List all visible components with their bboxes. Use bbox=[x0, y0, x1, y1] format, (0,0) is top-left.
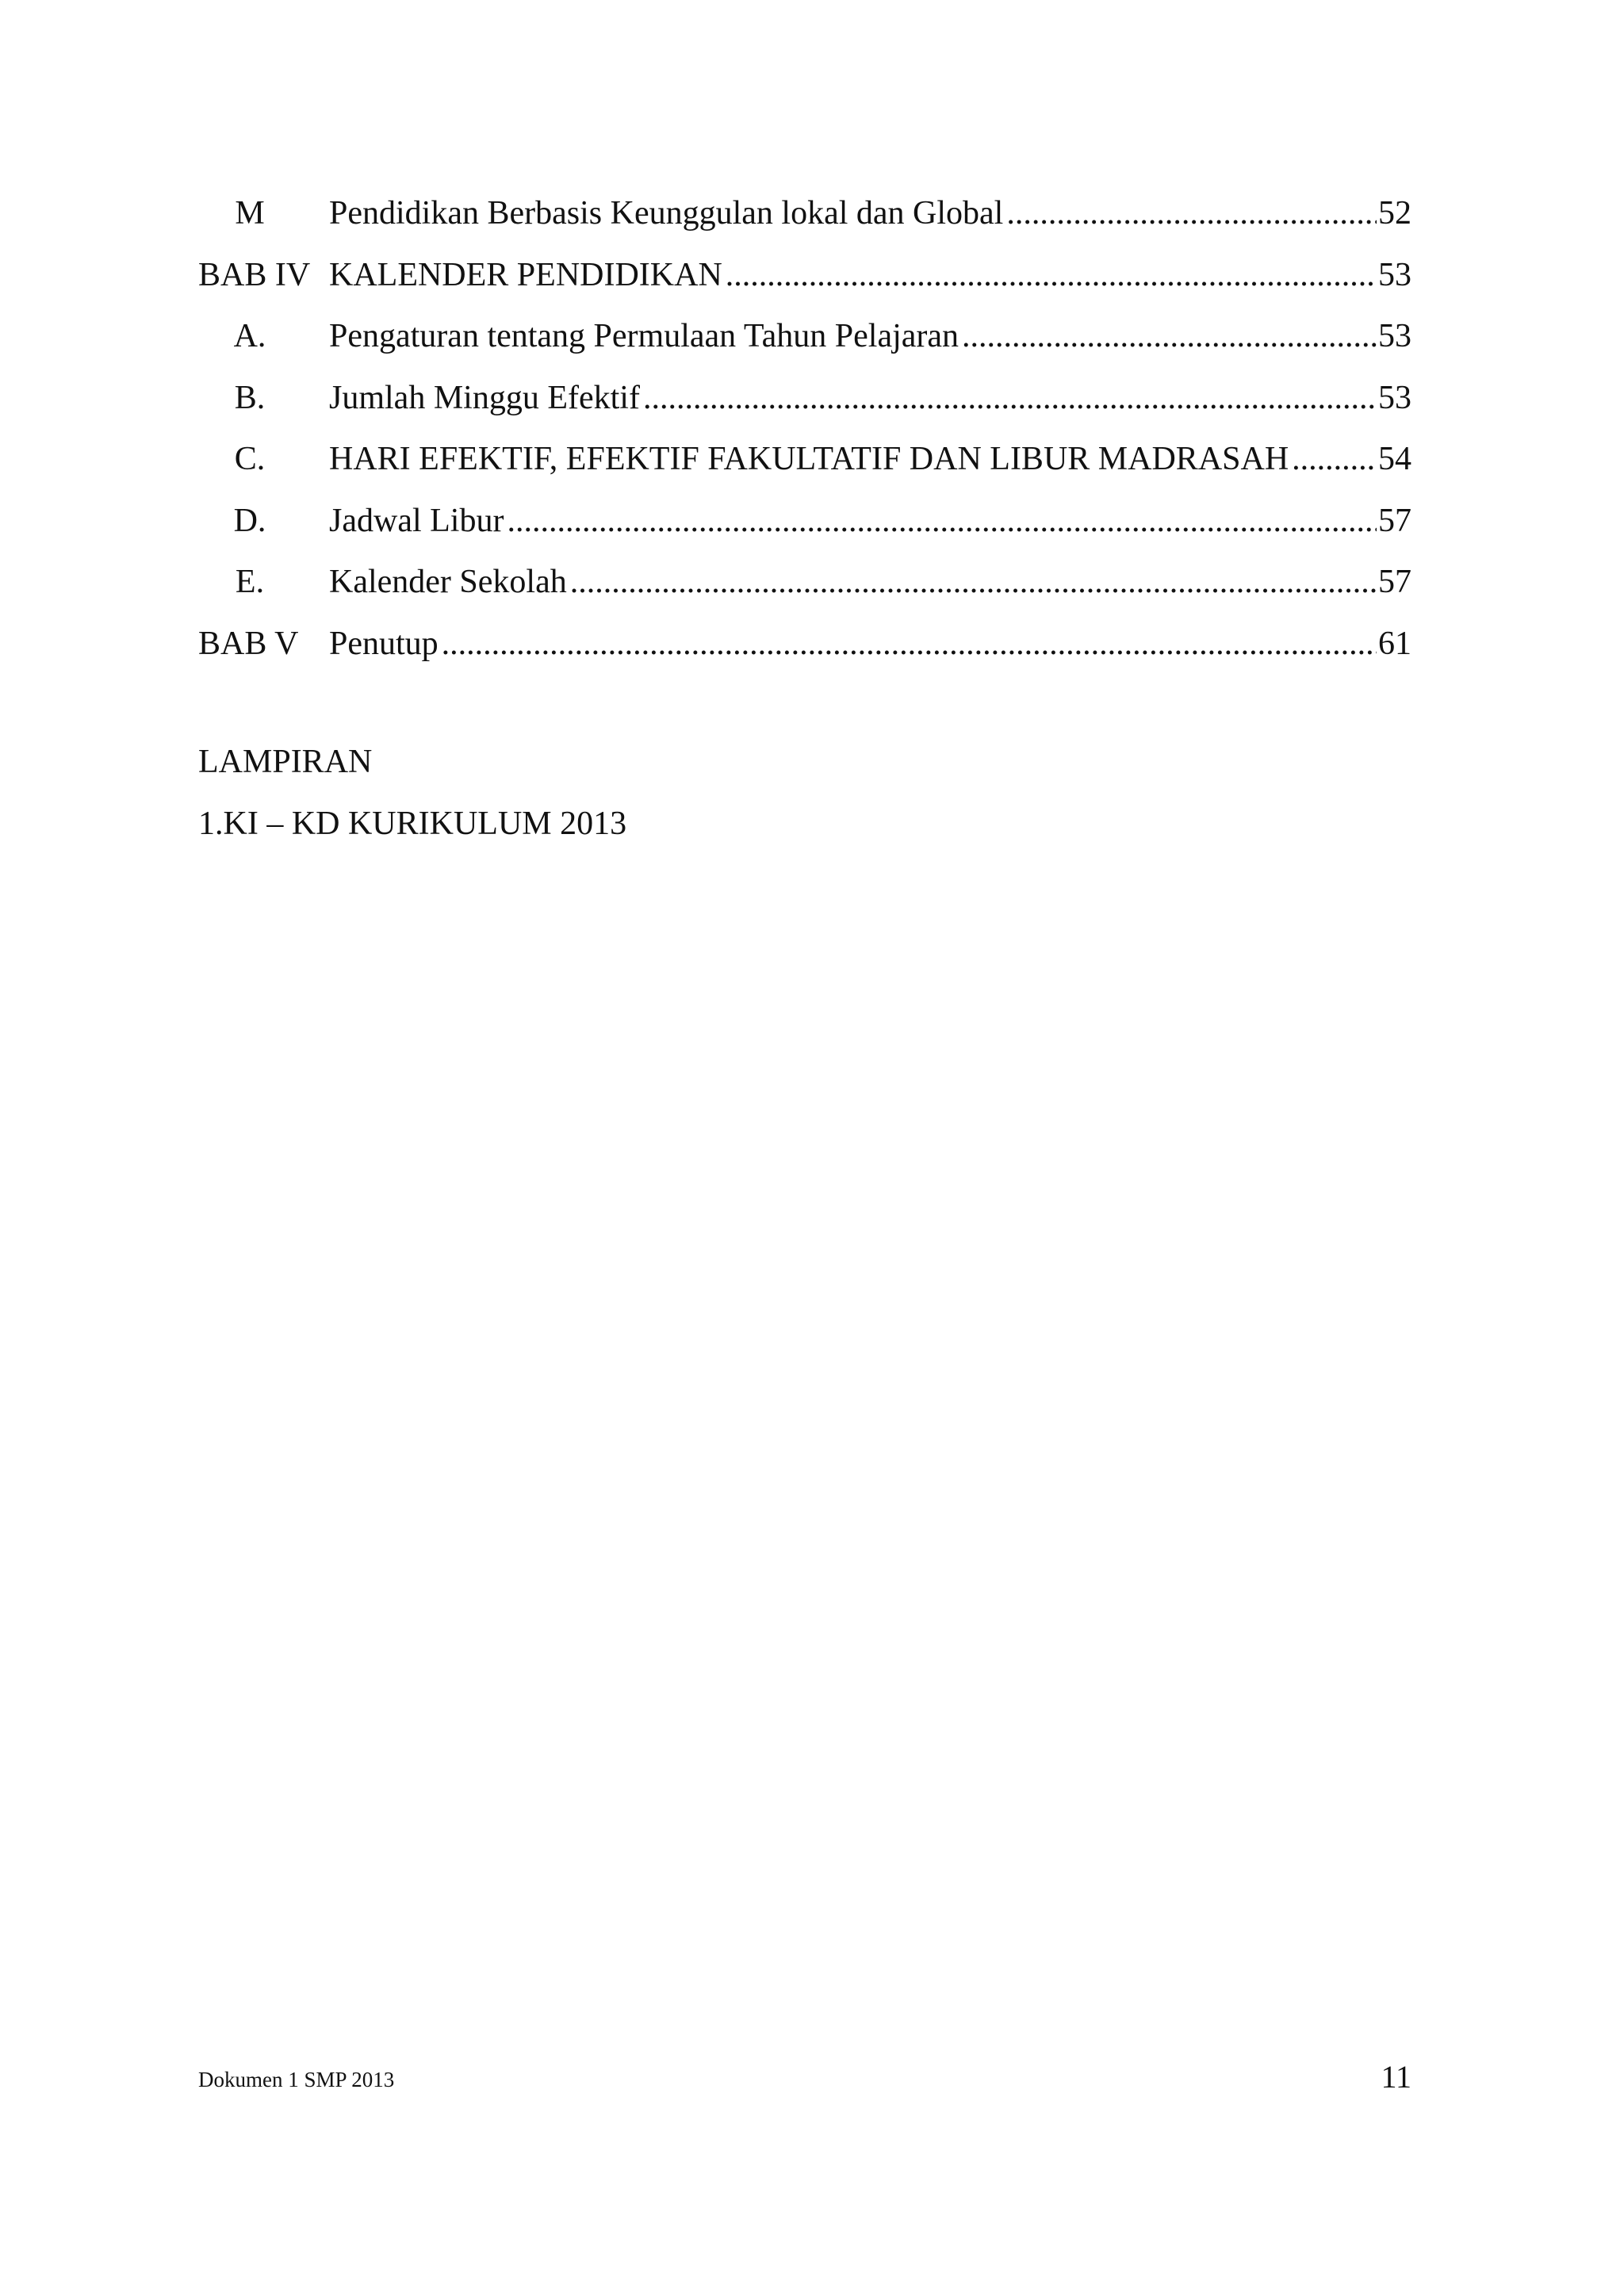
appendix-item: 1.KI – KD KURIKULUM 2013 bbox=[198, 806, 627, 842]
toc-entry[interactable] bbox=[198, 320, 1411, 381]
toc-entry[interactable] bbox=[198, 565, 1411, 627]
dot-leader bbox=[726, 258, 1377, 292]
toc-entry-label: C. bbox=[234, 441, 266, 477]
dot-leader bbox=[962, 320, 1377, 353]
toc-entry-title: KALENDER PENDIDIKAN bbox=[329, 256, 722, 293]
toc-entry-title: Penutup bbox=[329, 625, 439, 662]
toc-entry[interactable] bbox=[198, 381, 1411, 443]
toc-entry-label: BAB V bbox=[198, 625, 299, 662]
toc-entry-page: 61 bbox=[1378, 625, 1411, 662]
toc-entry-page: 53 bbox=[1378, 379, 1411, 416]
toc-entry-page: 57 bbox=[1378, 502, 1411, 539]
toc-entry-title: Jadwal Libur bbox=[329, 502, 504, 539]
dot-leader bbox=[507, 504, 1377, 538]
toc-entry-page: 54 bbox=[1378, 441, 1411, 477]
toc-entry-page: 52 bbox=[1378, 195, 1411, 232]
toc-entry-label: M bbox=[235, 195, 265, 232]
toc-entry-label: E. bbox=[235, 564, 265, 600]
dot-leader bbox=[643, 381, 1377, 415]
toc-entry-label: D. bbox=[233, 502, 266, 539]
dot-leader bbox=[1292, 442, 1377, 476]
toc-entry-title: HARI EFEKTIF, EFEKTIF FAKULTATIF DAN LIBUR MADRASAH bbox=[329, 441, 1289, 477]
toc-entry[interactable] bbox=[198, 627, 1411, 689]
table-of-contents bbox=[198, 197, 1411, 688]
toc-entry[interactable] bbox=[198, 442, 1411, 504]
dot-leader bbox=[570, 565, 1377, 599]
footer-document-name: Dokumen 1 SMP 2013 bbox=[198, 2068, 395, 2091]
toc-entry-title: Pendidikan Berbasis Keunggulan lokal dan Global bbox=[329, 195, 1004, 232]
dot-leader bbox=[442, 627, 1377, 660]
toc-entry-title: Kalender Sekolah bbox=[329, 564, 567, 600]
toc-entry-title: Jumlah Minggu Efektif bbox=[329, 379, 640, 416]
toc-entry[interactable] bbox=[198, 504, 1411, 566]
dot-leader bbox=[1006, 197, 1377, 230]
toc-entry[interactable] bbox=[198, 258, 1411, 320]
toc-entry-title: Pengaturan tentang Permulaan Tahun Pelajaran bbox=[329, 318, 959, 354]
toc-entry-label: B. bbox=[234, 379, 266, 416]
toc-entry-page: 57 bbox=[1378, 564, 1411, 600]
appendix-heading: LAMPIRAN bbox=[198, 744, 373, 780]
toc-entry-label: BAB IV bbox=[198, 256, 311, 293]
toc-entry[interactable] bbox=[198, 197, 1411, 258]
toc-entry-page: 53 bbox=[1378, 318, 1411, 354]
toc-entry-label: A. bbox=[233, 318, 266, 354]
footer-page-number: 11 bbox=[1381, 2059, 1411, 2095]
toc-entry-page: 53 bbox=[1378, 256, 1411, 293]
